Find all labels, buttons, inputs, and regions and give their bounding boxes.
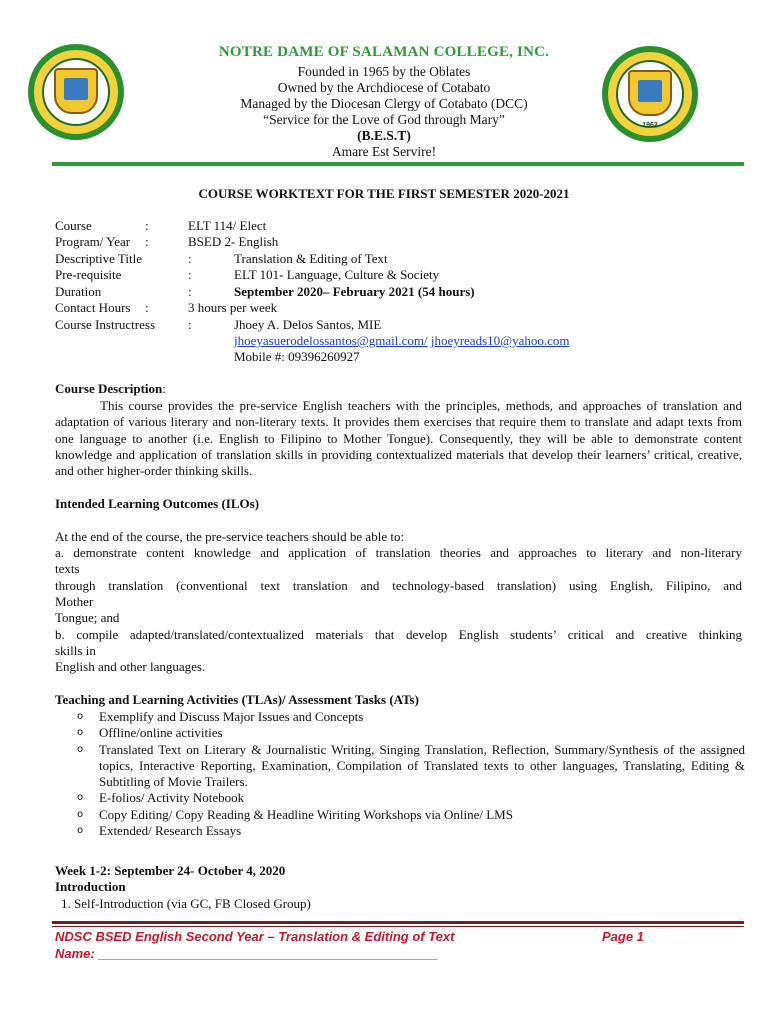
info-label: Course Instructress [55,317,156,332]
footer-course: NDSC BSED English Second Year – Translation & Editing of Text [55,929,455,944]
email-link-yahoo[interactable]: jhoeyreads10@yahoo.com [430,333,570,348]
section-heading: Intended Learning Outcomes (ILOs) [55,496,260,511]
header-line: Founded in 1965 by the Oblates [297,64,471,79]
name-field: Name: _______________________________________________ [55,946,439,961]
list-item: o Extended/ Research Essays [77,823,242,839]
mobile-number: Mobile #: 09396260927 [234,349,360,364]
tla-list [55,709,745,839]
week-heading: Week 1-2: September 24- October 4, 2020 [55,863,286,878]
info-value: September 2020– February 2021 (54 hours) [234,284,475,299]
school-name: NOTRE DAME OF SALAMAN COLLEGE, INC. [218,44,550,60]
ilo-line: a. demonstrate content knowledge and application of translation theories and approaches to literary and non-literary [55,545,742,560]
section-heading: Teaching and Learning Activities (TLAs)/ Assessment Tasks (ATs) [55,692,419,707]
ilo-line: English and other languages. [55,659,206,674]
email-link-gmail[interactable]: jhoeyasuerodelossantos@gmail.com/ [234,333,428,348]
info-value: ELT 114/ Elect [188,218,267,233]
ilo-line: Tongue; and [55,610,120,625]
ilo-line: texts [55,561,80,576]
ilo-line: At the end of the course, the pre-service teachers should be able to: [55,529,405,544]
header-motto: “Service for the Love of God through Mary” [263,112,505,127]
info-label: Pre-requisite [55,267,122,282]
header-acronym: (B.E.S.T) [357,128,411,143]
header-line: Owned by the Archdiocese of Cotabato [277,80,491,95]
ilo-line: through translation (conventional text translation and technology-based translation) using English, Filipino, and [55,578,742,593]
list-item: o Copy Editing/ Copy Reading & Headline Wiriting Workshops via Online/ LMS [77,806,513,822]
footer-rule [52,926,744,927]
info-label: Descriptive Title [55,251,143,266]
info-label: Course [55,218,92,233]
info-value: Translation & Editing of Text [234,251,388,266]
list-item: o Translated Text on Literary & Journalistic Writing, Singing Translation, Reflection, Summary/Synthesis of the assigned topics, Interactive Reporting, Examination, Compilation of Translated texts to other languages, Translating, Editing & Subtitling of Movie Trailers. [77,741,745,790]
ilo-line: b. compile adapted/translated/contextualized materials that develop English students’ critical and creative thinking [55,627,742,642]
header-line: Amare Est Servire! [331,144,437,159]
list-item: o Offline/online activities [77,725,223,741]
info-value: BSED 2- English [188,234,279,249]
list-item: o E-folios/ Activity Notebook [77,790,245,806]
info-label: Contact Hours [55,300,131,315]
header-divider [52,162,744,166]
ilo-line: Mother [55,594,94,609]
info-label: Program/ Year [55,234,131,249]
footer-rule [52,921,744,924]
section-heading: Course Description: [55,381,166,396]
week-subheading: Introduction [55,879,126,894]
seal-year: 1962 [642,122,658,129]
info-label: Duration [55,284,102,299]
course-description: This course provides the pre-service English teachers with the principles, methods, and approaches of translation and adaptation of various literary and non-literary texts. It provides them exercises that require them to translate and adapt texts from one language to another (i.e. English to Filipino to Mother Tongue). Consequently, they will be able to demonstrate content knowledge and application of translation skills in providing contextualized materials that develop their learners’ critical, creative, and other higher-order thinking skills. [55,398,742,479]
header-line: Managed by the Diocesan Clergy of Cotabato (DCC) [240,96,528,111]
page-number: Page 1 [602,929,644,944]
course-title: COURSE WORKTEXT FOR THE FIRST SEMESTER 2020-2021 [198,186,570,201]
list-item: o Exemplify and Discuss Major Issues and Concepts [77,709,364,724]
info-value: ELT 101- Language, Culture & Society [234,267,440,282]
info-value: 3 hours per week [188,300,278,315]
ilo-line: skills in [55,643,96,658]
info-value: Jhoey A. Delos Santos, MIE [234,317,382,332]
document-page: 1962 NOTRE DAME OF SALAMAN COLLEGE, INC. Founded in 1965 by the Oblates Owned by the Archdiocese of Cotabato Managed by the Diocesan Clergy of Cotabato (DCC) “Service for the Love of God through Mary” (B.E.S.T) Amare Est Servire! COURSE WORKTEXT FOR THE FIRST SEMESTER 2020-2021 Course : ELT 114/ Elect Program/ Year : BSED 2- English Descriptive Title : Translation & Editing of Text Pre-requisite : ELT 101- Language, Culture & Society Duration : September 2020– February 2021 (54 hours) Contact Hours : 3 hours per week Course Instructress : Jhoey A. Delos Santos, MIE jhoeyasuerodelossantos@gmail.com/ jhoeyreads10@yahoo.com Mobile #: 09396260927 Course Description: This course provides the pre-service English teachers with the principles, methods, and approaches of translation and adaptation of various literary and non-literary texts. It provides them exercises that require them to translate and adapt texts from one language to another (i.e. English to Filipino to Mother Tongue). Consequently, they will be able to demonstrate content knowledge and application of translation skills in providing contextualized materials that develop their learners’ critical, creative, and other higher-order thinking skills. Intended Learning Outcomes (ILOs) At the end of the course, the pre-service teachers should be able to: a. demonstrate content knowledge and application of translation theories and approaches to literary and non-literary texts through translation (conventional text translation and technology-based translation) using English, Filipino, and Mother Tongue; and b. compile adapted/translated/contextualized materials that develop English students’ critical and creative thinking skills in English and other languages. Teaching and Learning Activities (TLAs)/ Assessment Tasks (ATs) o Exemplify and Discuss Major Issues and Concepts o Offline/online activities o Translated Text on Literary & Journalistic Writing, Singing Translation, Reflection, Summary/Synthesis of the assigned topics, Interactive Reporting, Examination, Compilation of Translated texts to other languages, Translating, Editing & Subtitling of Movie Trailers. o E-folios/ Activity Notebook o Copy Editing/ Copy Reading & Headline Wiriting Workshops via Online/ LMS o Extended/ Research Essays Week 1-2: September 24- October 4, 2020 Introduction 1. Self-Introduction (via GC, FB Closed Group) NDSC BSED English Second Year – Translation & Editing of Text Page 1 Name: _______________________________________________ [0,0,768,1024]
list-item: 1. Self-Introduction (via GC, FB Closed Group) [61,896,311,911]
